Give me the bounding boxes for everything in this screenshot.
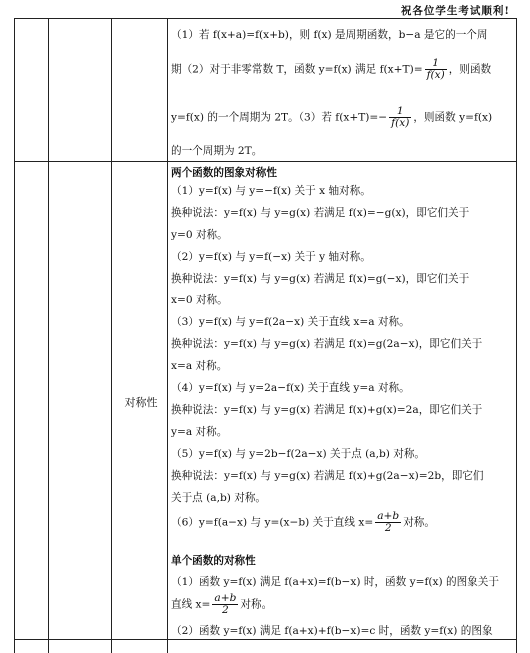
fraction-numerator: a+b: [377, 510, 400, 522]
periodicity-text: ，则函数 y=f(x): [413, 111, 493, 124]
symmetry-text: 对称。: [240, 598, 273, 611]
symmetry-line: x=a 对称。: [171, 360, 228, 372]
symmetry-cell: [171, 161, 518, 639]
table-divider: [111, 18, 112, 653]
periodicity-line: [171, 106, 492, 129]
periodicity-text: y=f(x) 的一个周期为 2T。（3）若 f(x+T)=−: [171, 111, 388, 124]
table-divider: [48, 18, 49, 653]
fraction-denominator: f(x): [391, 117, 410, 130]
symmetry-line: 换种说法：y=f(x) 与 y=g(x) 若满足 f(x)=g(2a−x)，即它们关于: [171, 338, 483, 350]
fraction: [212, 593, 238, 616]
table-border-bottom: [14, 639, 517, 640]
symmetry-line: y=a 对称。: [171, 426, 228, 438]
symmetry-text: 对称。: [403, 516, 435, 529]
fraction-denominator: 2: [222, 604, 229, 617]
symmetry-line: [171, 511, 435, 534]
symmetry-line: （2）函数 y=f(x) 满足 f(a+x)+f(b−x)=c 时，函数 y=f(x) 的图象: [171, 625, 493, 637]
symmetry-line: 换种说法：y=f(x) 与 y=g(x) 若满足 f(x)=−g(x)，即它们关于: [171, 207, 470, 219]
symmetry-line: 关于点 (a,b) 对称。: [171, 492, 267, 504]
section-title: 单个函数的对称性: [171, 555, 256, 567]
fraction: [375, 511, 401, 534]
symmetry-line: （1）y=f(x) 与 y=−f(x) 关于 x 轴对称。: [171, 185, 371, 197]
fraction: [389, 106, 411, 129]
periodicity-line: [171, 58, 491, 81]
symmetry-line: （3）y=f(x) 与 y=f(2a−x) 关于直线 x=a 对称。: [171, 316, 410, 328]
property-table: [0, 18, 530, 653]
fraction-numerator: 1: [389, 106, 411, 118]
symmetry-line: （1）函数 y=f(x) 满足 f(a+x)=f(b−x) 时，函数 y=f(x) 的图象关于: [171, 576, 499, 588]
symmetry-line: y=0 对称。: [171, 229, 228, 241]
fraction-numerator: 1: [425, 58, 447, 70]
header-note: 祝各位学生考试顺利!: [400, 5, 510, 17]
fraction: [425, 58, 447, 81]
symmetry-line: （2）y=f(x) 与 y=f(−x) 关于 y 轴对称。: [171, 251, 371, 263]
symmetry-line: 换种说法：y=f(x) 与 y=g(x) 若满足 f(x)=g(−x)，即它们关于: [171, 273, 470, 285]
symmetry-line: （4）y=f(x) 与 y=2a−f(x) 关于直线 y=a 对称。: [171, 382, 410, 394]
fraction-denominator: 2: [384, 522, 392, 535]
symmetry-text: 直线 x=: [171, 598, 211, 611]
row-label-symmetry: 对称性: [124, 396, 158, 409]
symmetry-text: （6）y=f(a−x) 与 y=(x−b) 关于直线 x=: [171, 516, 374, 529]
symmetry-line: 换种说法：y=f(x) 与 y=g(x) 若满足 f(x)+g(2a−x)=2b，即它们: [171, 470, 484, 482]
symmetry-line: （5）y=f(x) 与 y=2b−f(2a−x) 关于点 (a,b) 对称。: [171, 448, 426, 460]
fraction-numerator: a+b: [214, 592, 237, 604]
symmetry-line: x=0 对称。: [171, 294, 228, 306]
symmetry-line: [171, 593, 272, 616]
section-title: 两个函数的图象对称性: [171, 167, 277, 179]
periodicity-text: ，则函数: [448, 63, 492, 76]
symmetry-line: 换种说法：y=f(x) 与 y=g(x) 若满足 f(x)+g(x)=2a，即它们关于: [171, 404, 483, 416]
table-border-left: [14, 18, 15, 653]
table-divider: [167, 18, 168, 653]
periodicity-line: （1）若 f(x+a)=f(x+b)，则 f(x) 是周期函数，b−a 是它的一个周: [171, 29, 488, 41]
periodicity-text: 期（2）对于非零常数 T，函数 y=f(x) 满足 f(x+T)=: [171, 63, 423, 76]
periodicity-cell: [171, 18, 518, 161]
fraction-denominator: f(x): [426, 69, 445, 82]
periodicity-line: 的一个周期为 2T。: [171, 145, 263, 157]
